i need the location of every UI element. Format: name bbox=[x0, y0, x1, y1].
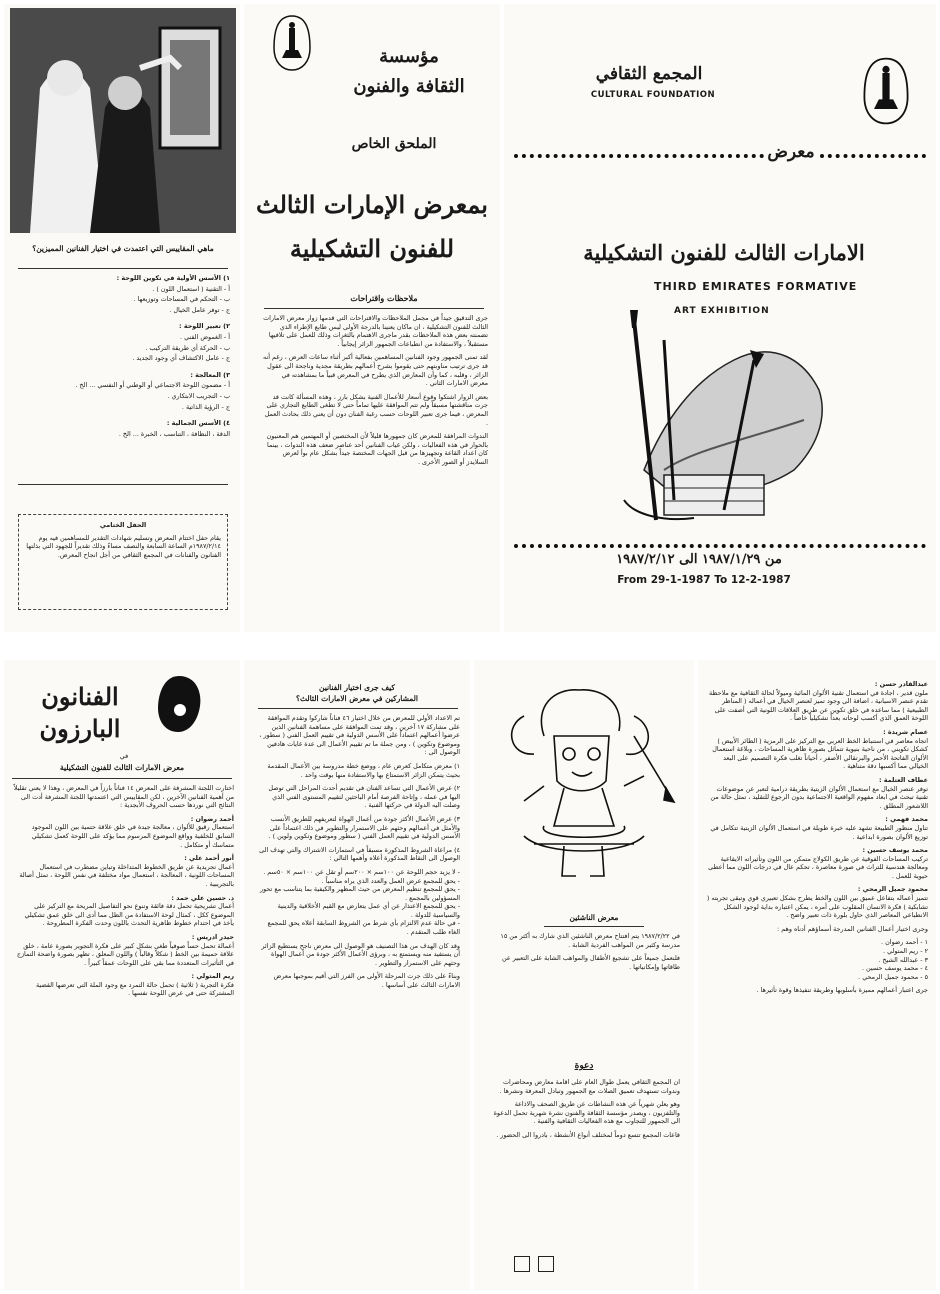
artist-name: عبدالقادر حسن : bbox=[874, 680, 928, 688]
selection-item: ٢) عرض الأعمال التي تساعد الفنان في تقديم أحدث المراحل التي توصل اليها في عمله ، وإتاحة الفرصة أمام الباحثين لتقييم المستوى الفني الذي وصلت اليه الدولة في حركتها الفنية . bbox=[268, 784, 460, 810]
selection-condition: - يحق للمجمع عرض العمل والعدد الذي يراه مناسباً . bbox=[321, 876, 460, 885]
criteria-item: الدقة ، النظافة ، التناسب ، الخبرة ... الخ . bbox=[118, 429, 230, 438]
panel-drawing bbox=[474, 660, 694, 1290]
panel-selection bbox=[244, 660, 470, 1290]
panel-cover bbox=[504, 4, 936, 632]
criteria-item: ب - الحركة أي طريقة التركيب . bbox=[145, 343, 230, 352]
artist-name: محمود جميل الرمحي : bbox=[857, 885, 928, 894]
artist-text: فكرة التجربة ( ثلاثية ) تحمل حالة التمرد مع وجود الملة التي تعرضها القضية المشتركة حتى في عرض اللوحة نفسها . bbox=[35, 980, 234, 998]
criteria-item: ج - عامل الاكتشاف أي وجود الجديد . bbox=[132, 354, 230, 363]
box-title: الحفل الختامي bbox=[99, 521, 147, 529]
org-line1: مؤسسة bbox=[379, 46, 439, 67]
artist-text: استعمال رقيق للألوان ، معالجة جيدة في خلق علاقة حتمية بين اللون الموجود السابق للخلفية وواقع الموضوع المرسوم مما يؤكد على اللوحة كعمل تشكيلي متماسك أو متكامل . bbox=[31, 823, 234, 849]
selection-item: ٤) مراعاة الشروط المذكورة مسبقاً في استمارات الاشتراك والتي تهدف الى الوصول الى النقاط المذكورة أعلاه وأهمها التالي : bbox=[259, 845, 460, 863]
maarad-label: معرض bbox=[767, 142, 815, 162]
criteria-title: ١) الأسس الأولية في تكوين اللوحة : bbox=[116, 274, 230, 282]
invite-text: ان المجمع الثقافي يعمل طوال العام على اقامة معارض ومحاضرات وندوات تستهدف تعميق الصلات مع الجمهور وتبادل المعرفة ونشرها . bbox=[499, 1078, 680, 1095]
notes-paragraph: جرى التدقيق جيداً في مجمل الملاحظات والاقتراحات التي قدمها زوار معرض الامارات الثالث للفنون التشكيلية ، ان ماكان يعنينا بالدرجة الأولى ليس طابع الإطراء الذي تضمنته بعض هذه الملاحظات بقدر ماجرى الاهتمام بالثغرات وذلك للعمل على تلافيها مستقبلاً ، والاستفادة من انطباعات الجمهور الزائر إيجابياً . bbox=[263, 314, 488, 348]
closing-ceremony-box bbox=[18, 514, 228, 610]
artist-name: عطاف العتلمة : bbox=[879, 775, 928, 784]
list-item: ١ - أحمد رضوان . bbox=[881, 938, 928, 947]
artist-name: د. حسين علي حمد : bbox=[171, 893, 234, 902]
artist-text: تتميز أعماله بتفاعل عميق بين اللون والخط يطرح بشكل تعبيري قوي وتبقى تجربته ( تشابكية ) فكرة الانسان المقلوب على أمره ، يمكن اعتباره بداية لوجود الشكل الانطباعي المعاصر الذي حاول بلورة ذات تعبير واضح . bbox=[706, 894, 928, 920]
criteria-item: ب - التحكم في المساحات وتوزيعها . bbox=[133, 295, 230, 304]
criteria-item: أ - الغموض الفني . bbox=[180, 332, 230, 341]
dotted-divider bbox=[820, 154, 926, 158]
criteria-title: ٣) المعالجة : bbox=[190, 370, 230, 379]
cover-title-arabic: الامارات الثالث للفنون التشكيلية bbox=[583, 240, 865, 265]
criteria-item: ج - توفر عامل الخيال . bbox=[169, 305, 230, 314]
artists-body bbox=[12, 784, 234, 1003]
exhibition-photo bbox=[10, 8, 236, 233]
list-item: ٤ - محمد يوسف حسين . bbox=[861, 964, 928, 973]
criteria-item: أ - مضمون اللوحة الاجتماعي أو الوطني أو النفسي ... الخ . bbox=[75, 381, 230, 390]
notes-paragraph: بعض الزوار اشتكوا وقوع أسعار للأعمال الفنية بشكل بارز ، وهذه المسألة كانت قد جرت مناقشتها مسبقاً ولم تتم الموافقة عليها تماماً حتى لا تطغى الطابع التجاري على المعرض ، فيما جرى تعبير اللوحات حسب رغبة الفنان دون أن يعني ذلك بحادث العمل . bbox=[264, 392, 488, 427]
cover-title-english-2: ART EXHIBITION bbox=[674, 306, 770, 316]
artist-text: أعمال تشريحية تحمل دقة فائقة وتنوع نحو التفاصيل المريحة مع التركيز على الموضوع ككل ، كمثال لوحة الاستفادة من الظل مما أدى الى خلق عمق تشكيلي يأخذ في احتدام خطوط ظاهرية التحدث باللون وحدت الفكرة المطروحة . bbox=[24, 902, 234, 928]
selection-body bbox=[256, 714, 460, 995]
selection-closing: وقد كان الهدف من هذا التصنيف هو الوصول الى معرض ناجح يستطيع الزائر أن يستفيد منه ويستمتع به ، وبرؤى الأعمال الأكثر جودة من أعمال الهواة وحثهم على الاستمرار والتطوير . bbox=[261, 941, 460, 967]
org-line2: الثقافة والفنون bbox=[353, 76, 465, 97]
artists-intro: اختارت اللجنة المشرفة على المعرض ١٤ فناناً بارزاً في المعرض ، وهذا لا يعني تقليلاً من أهمية الفنانين الآخرين ، لكن المقاييس التي اعتمدتها اللجنة المشرفة أدت الى النتائج التي نوردها حسب الحروف الأبجدية : bbox=[13, 784, 234, 810]
dates-arabic: من ١٩٨٧/١/٢٩ الى ١٩٨٧/٢/١٢ bbox=[616, 552, 782, 567]
selection-condition: - لا يزيد حجم اللوحة عن ١٠٠سم × ٢٠٠سم أو تقل عن ١٠٠سم × ٥٠سم . bbox=[263, 867, 460, 876]
checkbox-square bbox=[538, 1256, 554, 1272]
brand-english: CULTURAL FOUNDATION bbox=[590, 90, 716, 100]
artist-name: حيدر ادريس : bbox=[191, 932, 234, 941]
criteria-list bbox=[16, 274, 230, 440]
notes-body bbox=[262, 314, 488, 472]
criteria-item: ب - التجريب الابتكاري . bbox=[167, 391, 230, 400]
palette-icon bbox=[154, 674, 204, 734]
artist-name: أنور أحمد علي : bbox=[184, 854, 234, 863]
artist-name: عصام شريدة : bbox=[883, 727, 928, 736]
artist-text: أعمالة تحمل حساً صوفياً طغى بشكل كبير على فكرة التجوير بصورة عامة ، خلق علاقة حميمة بين الخط ( شكلاً وقالباً ) واللون المعلق ، تظهر بصورة واضحة التمازج في التأثيرات المتعددة مما بقي على اللوحات عمقاً كبيراً . bbox=[16, 941, 234, 967]
artist-name: ريم المتولي : bbox=[191, 972, 234, 981]
dotted-divider bbox=[514, 154, 764, 158]
artist-text: توفر عنصر الخيال مع استعمال الألوان الزيتية بطريقة درامية لتعبر عن موضوعات تقنية تبحث في ابعاد مفهوم الواقعية الاجتماعية بدون الرجوع للتقليد ، تمثل حالة من اللاشعور المطلق . bbox=[710, 784, 928, 810]
panel-supplement bbox=[244, 4, 500, 632]
list-item: ٢ - ريم المتولي . bbox=[883, 947, 928, 956]
selection-closing: وبناءً على ذلك جرت المرحلة الأولى من الفرز التي أقيم بموجبها معرض الامارات الثالث على أساسها . bbox=[273, 972, 460, 990]
invite-text: قاعات المجمع تتسع دوماً لمختلف أنواع الأنشطة ، بادروا الى الحضور . bbox=[496, 1130, 680, 1139]
selection-item: ٣) عرض الأعمال الأكثر جودة من أعمال الهواة لتعريفهم للطريق الأنسب والأمثل في أعمالهم وحثهم على الاستمرار والتطوير في ذلك اعتماداً على الأسس الدولية في تقييم العمل الفني ( سطور وموضوع وتكوين ولوين ) . bbox=[268, 814, 460, 841]
juniors-title: معرض الناشئين bbox=[569, 913, 619, 922]
artist-name: أحمد رضوان : bbox=[190, 814, 234, 823]
selection-title-2: المشاركين في معرض الامارات الثالث؟ bbox=[296, 694, 418, 703]
artist-text: اتجاه معاصر في استنباط الخط العربي مع التركيز على الرمزية ( الطائر الأبيض ) كشكل تكويني ، من ناحية بنيوية تتماثل بصورة ظاهرية المساحات ، وبلاغة استعمال الألوان الفاتحة الأحمر والبرتقالي الأصفر ، أحياناً تغلب فكرة التصميم على البعد الخيالي مما أكسبها دقة متناهية . bbox=[712, 736, 928, 771]
invite-text: وهو يعلن شهرياً عن هذه النشاطات عن طريق الصحف والاذاعة والتلفزيون ، ويصدر مؤسسة الثقافة والفنون نشرة شهرية تحمل الدعوة الى الجمهور للتجاوب مع هذه الفعاليات الثقافية والفنية . bbox=[493, 1100, 680, 1126]
artist-text: تناول منظور الطبيعة تشهد عليه خبرة طويلة في استعمال الألوان الزيتية تتكامل في توزيع الألوان بصورة ابداعية . bbox=[710, 823, 928, 841]
selection-intro: تم الاعداد الأولي للمعرض من خلال اختيار ٤٦ فناناً شاركوا وتقدم الموافقة على مشاركة ١٧ آخرين ، وقد تمت الموافقة على مساهمة الفنانين الذين عرضوا أعمالهم اعتماداً على الأسس الدولية في تقييم العمل الفني ( سطور ، وموضوع وتكوين ) ، ومن جملة ما تم تقييم الأعمال الى عدة غايات هادفين الوصول الى : bbox=[259, 714, 460, 757]
criteria-title: ٤) الأسس الجمالية : bbox=[166, 419, 230, 428]
criteria-title: ٢) تعبير اللوحة : bbox=[179, 322, 230, 331]
photo-figures bbox=[10, 8, 236, 233]
juniors-body bbox=[488, 932, 680, 976]
juniors-text: فلنعمل جميعاً على تشجيع الأطفال والمواهب الشابة على التعبير عن طاقاتها وإمكانياتها . bbox=[502, 954, 680, 971]
notes-paragraph: الندوات المرافقة للمعرض كان جمهورها قليلاً لأن المختصين أو المهتمين هم المعنيون بالحوار في هذه الفعاليات ، ولكن غياب الفنانين أحد عناصر ضعف هذه الندوات ، بينما كان اعداد القاعة وتجهيزها من قبل الجهات المختصة جيداً بشكل عام بوأ لعرض السلايدز أو الصور الأخرى . bbox=[266, 432, 488, 466]
selection-title-1: كيف جرى اختيار الفنانين bbox=[319, 683, 395, 692]
artists-sub-1: في bbox=[119, 752, 129, 760]
criteria-item: أ - التقنية ( استعمال اللون ) . bbox=[152, 284, 230, 293]
list-item: ٥ - محمود جميل الرمحي . bbox=[858, 972, 928, 981]
panel-artists bbox=[4, 660, 240, 1290]
artists-title-2: البارزون bbox=[39, 714, 121, 743]
artist-text: ملون قدير ، اجادة في استعمال تقنية الألوان المائية وميولاً لحالة الثقافية مع ملاحظة تقدم عنصر الاسبانية ، اضافة الى وجود تميز لعنصر الخيال في أعماله ( المناظر الطبيعية ) مما ساعده في خلق تكوين عن طريق العلاقات اللونية التي أضفت على اللوحة العمق الذي أكسب لوحاته بعداً تشكيلياً خاصاً . bbox=[708, 688, 928, 723]
dates-english: From 29-1-1987 To 12-2-1987 bbox=[617, 574, 791, 586]
artists-title-1: الفنانون bbox=[41, 682, 119, 711]
list-intro: وجرى اختيار أعمال الفنانين المدرجة أسماؤهم أدناه وهم : bbox=[777, 924, 928, 933]
artist-text: تركيب المساحات الفوقية عن طريق الكولاج متمكن من اللون وتأثيراته الايقاعية ومعالجة هندسية للتراث في صورة معاصرة ، تحكم عال في درجات اللون مما أعطى حيوية للعمل . bbox=[708, 854, 928, 880]
critique-body bbox=[706, 680, 928, 1000]
cover-title-english-1: THIRD EMIRATES FORMATIVE bbox=[654, 280, 858, 293]
foundation-emblem-icon bbox=[862, 56, 910, 126]
brand-arabic: المجمع الثقافي bbox=[595, 64, 703, 84]
selection-item: ١) معرض متكامل كعرض عام ، ووضع خطة مدروسة بين الأعمال المقدمة بحيث يتمكن الزائر الاستمتاع بها والاستفادة منها بوقت واحد . bbox=[267, 761, 460, 779]
juniors-text: في ١٩٨٧/٢/٢٢ يتم افتتاح معرض الناشئين الذي شارك به أكثر من ١٥ مدرسة وكثير من المواهب الفردية الشابة . bbox=[500, 932, 680, 949]
selection-condition: - يحق للمجمع الاعتذار عن أي عمل يتعارض مع القيم الأخلاقية والدينية والسياسية للدولة . bbox=[277, 902, 460, 919]
artist-name: محمد يوسف حسين : bbox=[862, 846, 928, 855]
supplement-title-line2: للفنون التشكيلية bbox=[289, 234, 455, 263]
notes-paragraph: لقد تمنى الجمهور وجود الفنانين المساهمين بفعالية أكبر أثناء ساعات العرض ، رغم أنه قد جرى ترتيب مناوبتهم حتى يقوموا بشرح أعمالهم بطريقة مجدية وناجحة الى عقول الزائر ، وقلبه ، كما وأن المعارض الذي يطرح في المعرض قبياً ما بمشاهدته في معرض الامارات الثاني . bbox=[263, 353, 488, 388]
critique-closing: جرى اعتبار أعمالهم مميزة بأسلوبها وطريقة تنفيذها وقوة تأثيرها . bbox=[756, 986, 928, 995]
criteria-item: ج - الرؤية الذاتية . bbox=[181, 402, 230, 411]
invite-body bbox=[488, 1078, 680, 1145]
brushes-map-illustration bbox=[604, 300, 844, 530]
panel-critique bbox=[698, 660, 936, 1290]
artists-sub-2: معرض الامارات الثالث للفنون التشكيلية bbox=[60, 763, 184, 772]
list-item: ٣ - عبدالله الشيخ . bbox=[878, 955, 928, 964]
supplement-label: الملحق الخاص bbox=[351, 136, 437, 152]
selection-condition: - في حالة عدم الالتزام بأي شرط من الشروط السابقة أعلاه يحق للمجمع الغاء طلب المتقدم . bbox=[267, 919, 460, 937]
notes-title: ملاحظات واقتراحات bbox=[350, 293, 418, 303]
box-text: يقام حفل اختتام المعرض وتسليم شهادات التقدير للمساهمين فيه يوم ١٩٨٧/٢/١٤م الساعة السابعة والنصف مساءً وذلك تقديراً للجهود التي بذلتها الفنانون والفنانات في المجمع الثقافي من أجل انجاح المعرض. bbox=[26, 533, 221, 559]
questions-title: ماهي المقاييس التي اعتمدت في اختيار الفنانين المميزين؟ bbox=[32, 244, 214, 253]
panel-photo-questions bbox=[4, 4, 240, 632]
artist-text: أعمال تجريدية عن طريق الخطوط المتداخلة وتباين مضطرب في استعمال المساحات اللونية ، المعالجة ، استعمال مواد مختلفة في نفس اللوحة ، تمثل أصالة بالتجريبية . bbox=[19, 862, 234, 888]
selection-condition: - يحق للمجمع تنظيم المعرض من حيث المظهر والكيفية بما يتناسب مع تحور المسؤولين بالمجمع . bbox=[260, 885, 460, 902]
artist-name: محمد فهمي : bbox=[885, 815, 928, 824]
foundation-emblem-icon bbox=[272, 14, 312, 72]
checkbox-square bbox=[514, 1256, 530, 1272]
dotted-divider bbox=[514, 544, 926, 548]
supplement-title-line1: بمعرض الإمارات الثالث bbox=[256, 190, 488, 219]
invite-title: دعوة bbox=[574, 1061, 594, 1071]
child-artist-drawing bbox=[484, 676, 684, 886]
